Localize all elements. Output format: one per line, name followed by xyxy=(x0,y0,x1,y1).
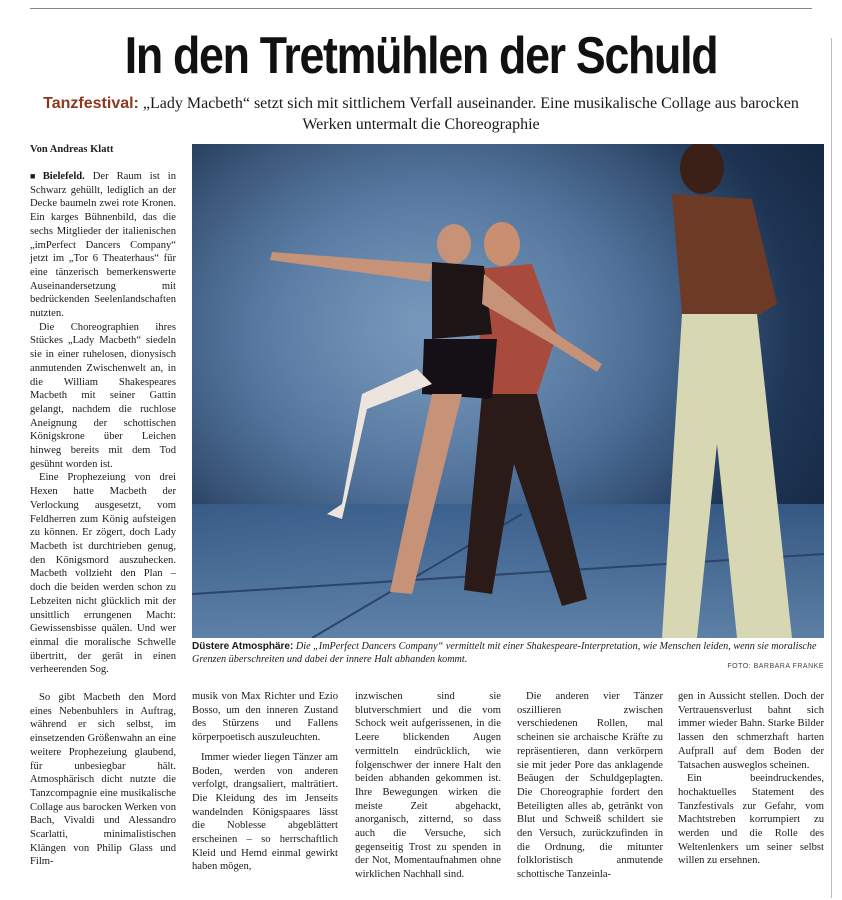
paragraph: Die anderen vier Tänzer oszillieren zwischen verschiedenen Rollen, mal scheinen sie archaische Kräfte zu repräsentieren, dann verkörpern sie mit jeder Pore das anklagende Beäugen der Schuldgeplagten. Die Choreographie fordert den Beteiligten alles ab, getränkt von Blut und Schweiß schildert sie den Versuch, zurückzufinden in die Ordnung, die mitunter folkloristisch anmutende schottische Tanzeinla- xyxy=(517,691,663,881)
paragraph: Eine Prophezeiung von drei Hexen hatte Macbeth der Verlockung ausgesetzt, vom Feldherren zum König aufsteigen zu können. Er zögert, doch Lady Macbeth ist durchtrieben genug, den Königsmord auszuhecken. Macbeth vollzieht den Plan – doch die beiden werden schon zu Lebzeiten nicht glücklich mit der unsittlich errungenen Macht: Gewissensbisse quälen. Und wer einmal die moralische Schwelle übertritt, der gerät in einen verheerenden Sog. xyxy=(30,472,176,676)
paragraph: Ein beeindruckendes, hochaktuelles Statement des Tanzfestivals zur Gefahr, vom Machtstreben korrumpiert zu werden und die Rolle des Weltenlenkers um seiner selbst willen zu ersehnen. xyxy=(678,773,824,867)
paragraph: So gibt Macbeth den Mord eines Nebenbuhlers in Auftrag, während er sich selbst, im einsetzenden Größenwahn an eine weitere Prophezeiung glaubend, für unbesiegbar hält. Atmosphärisch dicht nutzte die Tanzcompagnie eine musikalische Collage aus barocken Werken von Bach, Vivaldi und Alessandro Scarlatti, minimalistischen Klängen von Philip Glass und Film- xyxy=(30,692,176,868)
paragraph: Immer wieder liegen Tänzer am Boden, werden von anderen verfolgt, drangsaliert, malträtiert. Die Kleidung des im Jenseits wandelnden Königspaares lässt die Noblesse abgeblättert erscheinen – so herrschaftlich Kleid und Hemd einmal gewirkt haben mögen, xyxy=(192,751,338,873)
article-column-3 xyxy=(355,690,501,882)
caption-text: Die „ImPerfect Dancers Company“ vermittelt mit einer Shakespeare-Interpretation, wie Menschen leiden, wenn sie moralische Grenzen überschreiten und dabei der innere Halt abhanden kommt. xyxy=(192,641,817,665)
paragraph: ■ Bielefeld. Der Raum ist in Schwarz gehüllt, lediglich an der Decke baumeln zwei rote Kronen. Ein karges Bühnenbild, das die sechs Mitglieder der italienischen „imPerfect Dancers Company“ jetzt im „Tor 6 Theaterhaus“ für eine tänzerisch bemerkenswerte Auseinandersetzung mit bedrückenden Seelenlandschaften nutzten. xyxy=(30,170,176,321)
headline: In den Tretmühlen der Schuld xyxy=(124,27,718,85)
paragraph: inzwischen sind sie blutverschmiert und die vom Schock weit aufgerissenen, in die Leere blickenden Augen vermitteln eindrücklich, wie folgenschwer der innere Halt den beiden abhanden gekommen ist. Ihre Bewegungen wirken die meiste Zeit abgehackt, anorganisch, zitternd, so dass auch die Versuche, sich gegenseitig Trost zu spenden in der Not, Momentaufnahmen ohne wirklichen Nachhall sind. xyxy=(355,691,501,881)
subhead-text: „Lady Macbeth“ setzt sich mit sittlichem Verfall auseinander. Eine musikalische Collage aus barocken Werken untermalt die Choreographie xyxy=(142,95,799,133)
paragraph: gen in Aussicht stellen. Doch der Vertrauensverlust bahnt sich immer wieder Bahn. Starke Bilder lassen den schmerzhaft harten Aufprall auf dem Boden der Tatsachen ausweglos scheinen. xyxy=(678,691,824,771)
photo-credit: FOTO: BARBARA FRANKE xyxy=(727,663,824,670)
subhead-kicker: Tanzfestival: xyxy=(43,95,139,112)
paragraph: musik von Max Richter und Ezio Bosso, um den inneren Zustand des Stürzens und Fallens körperpoetisch auszuleuchten. xyxy=(192,691,338,744)
subheadline xyxy=(40,93,802,135)
byline: Von Andreas Klatt xyxy=(30,144,114,155)
stage-photo xyxy=(192,144,824,638)
top-rule xyxy=(30,8,812,9)
article-column-4 xyxy=(517,690,663,882)
article-column-5 xyxy=(678,690,824,868)
dancers-illustration xyxy=(192,144,824,638)
caption-lead: Düstere Atmosphäre: xyxy=(192,641,294,652)
article-column-2 xyxy=(192,690,338,874)
dateline: ■ Bielefeld. xyxy=(30,171,85,182)
paragraph: Die Choreographien ihres Stückes „Lady Macbeth“ siedeln sie in einer ruhelosen, dionysisch anmutenden Zwischenwelt an, in die William Shakespeares Macbeth mit seiner Gattin gelangt, nachdem die ruchlose Aneignung der schottischen Königskrone über Leichen hinweg bereits mit dem Tod gesühnt worden ist. xyxy=(30,321,176,470)
right-rule xyxy=(831,38,832,898)
article-column-1 xyxy=(30,170,176,869)
